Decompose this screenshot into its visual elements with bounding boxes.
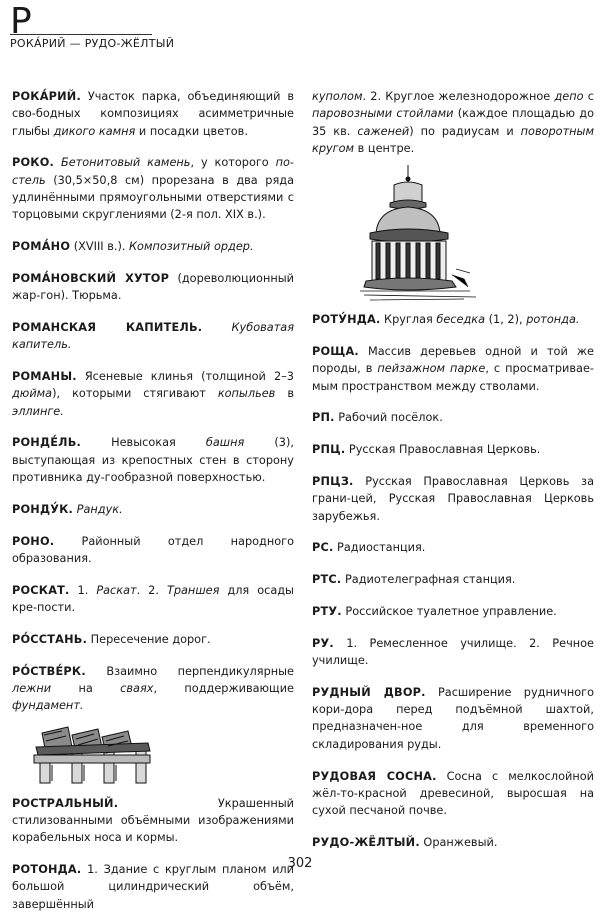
entry-term: РОКО.	[12, 156, 55, 170]
entry-term: РОМА́НО	[12, 240, 71, 254]
entry-text: , поддерживающие	[153, 681, 294, 695]
rostverk-illustration	[32, 725, 152, 787]
entry-rts	[312, 571, 594, 588]
entry-rostverk	[12, 663, 294, 715]
entry-text: Российское туалетное управление.	[341, 604, 557, 618]
running-head: РОКА́РИЙ — РУДО-ЖЁЛТЫЙ	[10, 37, 175, 50]
entry-text: Расширение рудничного кори-дора перед подъёмной шахтой, предназначен-ное для временного складирования руды.	[312, 685, 594, 751]
entry-term: РОМА́НОВСКИЙ ХУТОР	[12, 271, 170, 285]
entry-rotonda-continued	[312, 88, 594, 157]
entry-text: (1, 2),	[485, 313, 527, 327]
entry-text: Участок парка, объединяющий в сво-бодных композициях асимметричные глыбы	[12, 90, 294, 138]
entry-roko	[12, 154, 294, 223]
entry-text: (XVIII в.).	[70, 240, 130, 254]
entry-text: Оранжевый.	[419, 835, 498, 849]
entry-text: Радиостанция.	[333, 541, 426, 555]
entry-text	[202, 321, 231, 334]
entry-rs	[312, 539, 594, 556]
entry-term: РПЦЗ.	[312, 474, 354, 488]
entry-crossref: башня	[205, 436, 245, 450]
entry-term: РОТОНДА.	[12, 862, 82, 876]
entry-crossref: депо	[554, 90, 584, 103]
entry-rudo-zhyolty	[312, 834, 594, 851]
entry-term: РОЩА.	[312, 344, 359, 358]
entry-text: , с просматривае-мым пространством между стволами.	[312, 362, 594, 393]
entry-crossref: пейзажном парке	[377, 362, 486, 376]
entry-term: РО́ССТАНЬ.	[12, 632, 88, 646]
entry-text: Пересечение дорог.	[87, 632, 211, 646]
entry-crossref: эллинге.	[12, 404, 64, 418]
entry-term: РОТУ́НДА.	[312, 313, 381, 327]
page-number: 302	[287, 856, 313, 871]
entry-term: РУДНЫЙ ДВОР.	[312, 685, 426, 699]
entry-term: РС.	[312, 541, 334, 555]
entry-crossref: беседка	[436, 313, 486, 327]
section-letter: Р	[10, 1, 32, 42]
entry-text: ) по радиусам и	[409, 124, 521, 138]
entry-text: Рабочий посёлок.	[334, 411, 443, 425]
entry-text: и посадки цветов.	[135, 124, 248, 138]
entry-text: Взаимно перпендикулярные	[85, 664, 294, 678]
entry-rosstan	[12, 631, 294, 648]
entry-rp	[312, 409, 594, 426]
entry-term: РПЦ.	[312, 443, 346, 457]
entry-crossref: по-стель	[12, 156, 294, 187]
entry-roshcha	[312, 343, 594, 395]
entry-text: Радиотелеграфная станция.	[341, 573, 516, 587]
entry-text: с	[583, 90, 594, 103]
entry-text: . 2.	[136, 583, 167, 597]
entry-term: РОКА́РИЙ.	[12, 90, 81, 103]
entry-rudovaya-sosna	[312, 768, 594, 820]
entry-crossref: лежни	[12, 681, 52, 695]
entry-text: 1.	[69, 583, 97, 597]
entry-crossref: сваях	[120, 681, 154, 695]
entry-text: Невысокая	[81, 436, 206, 450]
entry-text: (30,5×50,8 см) прорезана в два ряда удлинёнными прямоугольными отверстиями с торцовыми скруглениями (2-я пол. XIX в.).	[12, 173, 294, 222]
entry-text: Ясеневые клинья (толщиной 2–3	[76, 370, 294, 384]
entry-crossref: саженей	[357, 124, 410, 138]
entry-term: РУ.	[312, 636, 334, 650]
entry-term: РОМАНСКАЯ КАПИТЕЛЬ.	[12, 320, 203, 334]
entry-crossref: Траншея	[166, 583, 220, 597]
entry-term: РОНДУ́К.	[12, 502, 74, 516]
entry-term: РТС.	[312, 573, 342, 587]
entry-romano	[12, 238, 294, 255]
entry-romanovsky-khutor	[12, 270, 294, 305]
entry-text: в	[275, 387, 294, 401]
entry-crossref: Кубоватая капитель.	[12, 320, 294, 352]
entry-text: 1. Ремесленное училище. 2. Речное училище.	[312, 636, 594, 668]
entry-text: ), которыми стягивают	[52, 387, 218, 401]
entry-text: (каждое площадью до 35 кв.	[312, 107, 595, 138]
entry-text: (3), выступающая из крепостных стен в сторону противника ду-гообразной поверхностью.	[12, 436, 294, 485]
entry-rudny-dvor	[312, 684, 594, 753]
entry-crossref: фундамент.	[12, 699, 84, 713]
entry-crossref: Бетонитовый камень	[60, 156, 191, 170]
entry-crossref: куполом	[312, 90, 363, 103]
entry-romany	[12, 368, 294, 420]
entry-crossref: дюйма	[12, 387, 53, 401]
entry-text: 1. Здание с круглым планом или большой цилиндрический объём, завершённый	[12, 862, 294, 911]
entry-roskat	[12, 582, 294, 617]
entry-term: РОМАНЫ.	[12, 370, 77, 384]
entry-romanskaya-kapitel	[12, 319, 294, 354]
entry-crossref: Рандук.	[76, 502, 123, 516]
entry-crossref: Композитный ордер.	[129, 240, 254, 254]
entry-crossref: копыльев	[217, 387, 276, 401]
entry-text: в центре.	[354, 141, 415, 155]
entry-text: Районный отдел народного образования.	[12, 534, 294, 565]
entry-rondel	[12, 434, 294, 486]
entry-text: Русская Православная Церковь.	[345, 443, 541, 457]
entry-term: РОСТРАЛЬНЫЙ.	[12, 796, 119, 810]
header-rule	[10, 34, 152, 35]
entry-term: РТУ.	[312, 604, 342, 618]
entry-text: (дореволюционный жар-гон). Тюрьма.	[12, 271, 294, 303]
left-column	[12, 88, 294, 913]
entry-text: Круглая	[380, 313, 437, 327]
entry-text: Украшенный стилизованными объёмными изображениями корабельных носа и кормы.	[12, 796, 294, 845]
entry-crossref: Раскат	[96, 583, 137, 597]
entry-ronduk	[12, 501, 294, 518]
entry-text: Массив деревьев одной и той же породы, в	[312, 344, 594, 376]
entry-text: для осады кре-пости.	[12, 583, 294, 615]
rotunda-illustration	[360, 163, 480, 303]
entry-crossref: поворотным кругом	[312, 124, 594, 155]
right-column	[312, 88, 594, 851]
entry-rostralny	[12, 795, 294, 847]
entry-text: Русская Православная Церковь за грани-цей, Русская Православная Церковь зарубежья.	[312, 474, 594, 523]
entry-text: . 2. Круглое железнодорожное	[362, 90, 555, 103]
entry-text: , у которого	[190, 156, 276, 170]
entry-crossref: ротонда.	[526, 313, 580, 327]
entry-ru	[312, 635, 594, 670]
entry-text: Сосна с мелкослойной жёл-то-красной древесиной, выросшая на сухой песчаной почве.	[312, 769, 594, 818]
entry-rono	[12, 533, 294, 568]
entry-rtu	[312, 603, 594, 620]
entry-term: РО́СТВЕ́РК.	[12, 664, 86, 678]
entry-term: РУДО-ЖЁЛТЫЙ.	[312, 835, 420, 849]
entry-rptsz	[312, 473, 594, 525]
entry-text: на	[51, 681, 121, 695]
entry-crossref: паровозными стойлами	[312, 107, 454, 121]
entry-term: РУДОВАЯ СОСНА.	[312, 769, 437, 783]
entry-rokariy	[12, 88, 294, 140]
entry-crossref: дикого камня	[53, 124, 136, 138]
entry-text	[54, 156, 61, 169]
entry-term: РОСКАТ.	[12, 583, 70, 597]
entry-rpts	[312, 441, 594, 458]
entry-rotunda	[312, 311, 594, 328]
entry-term: РОНО.	[12, 534, 55, 548]
entry-term: РП.	[312, 411, 335, 425]
entry-term: РОНДЕ́ЛЬ.	[12, 436, 82, 450]
